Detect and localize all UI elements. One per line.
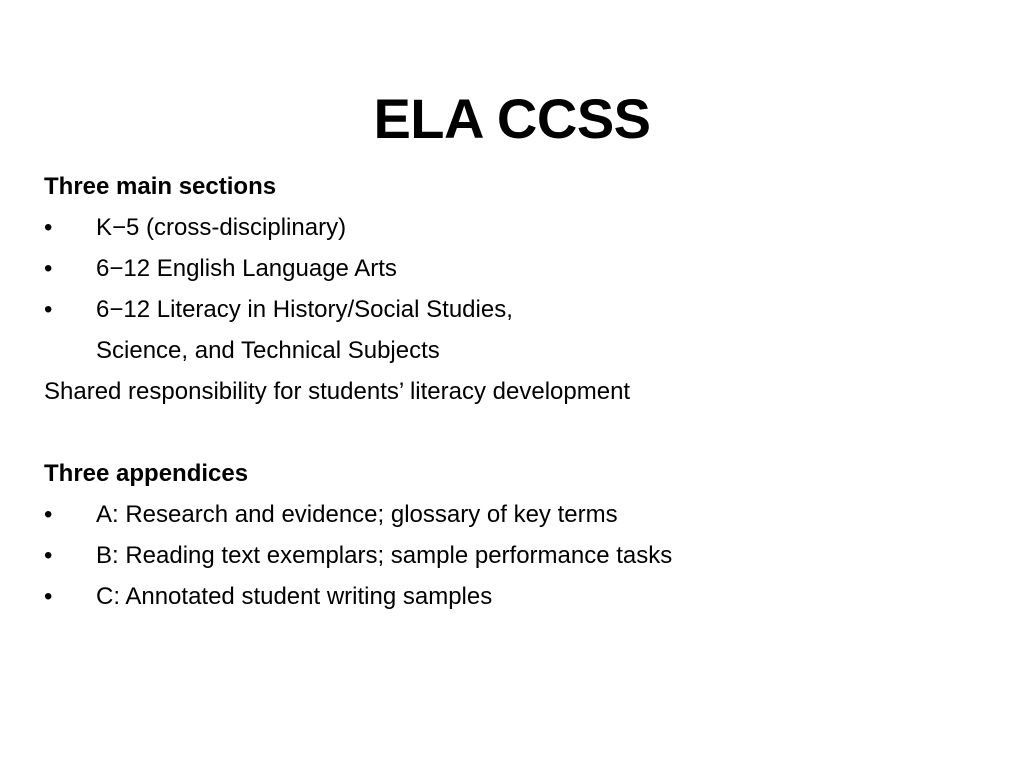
section-heading-appendices: Three appendices [44,460,249,487]
bullet-icon: • [44,583,53,610]
bullet-item-text: 6−12 English Language Arts [96,255,397,282]
bullet-item [44,248,1004,289]
blank-line [44,412,1004,453]
bullet-item [44,494,1004,535]
bullet-icon: • [44,255,53,282]
bullet-item-text: C: Annotated student writing samples [96,583,493,610]
bullet-item-continuation: Science, and Technical Subjects [96,337,440,364]
bullet-item-text: 6−12 Literacy in History/Social Studies, [96,296,513,323]
bullet-icon: • [44,296,53,323]
bullet-item [44,576,1004,617]
bullet-icon: • [44,501,53,528]
slide-body [44,166,1004,617]
bullet-item-text: B: Reading text exemplars; sample performance tasks [96,542,673,569]
bullet-icon: • [44,542,53,569]
slide-title: ELA CCSS [373,87,651,150]
bullet-item [44,535,1004,576]
bullet-item-text: K−5 (cross-disciplinary) [96,214,347,241]
section-note: Shared responsibility for students’ literacy development [44,378,631,405]
bullet-icon: • [44,214,53,241]
bullet-item [44,207,1004,248]
bullet-item-text: A: Research and evidence; glossary of key terms [96,501,618,528]
section-heading-main-sections: Three main sections [44,173,277,200]
bullet-item [44,289,1004,330]
